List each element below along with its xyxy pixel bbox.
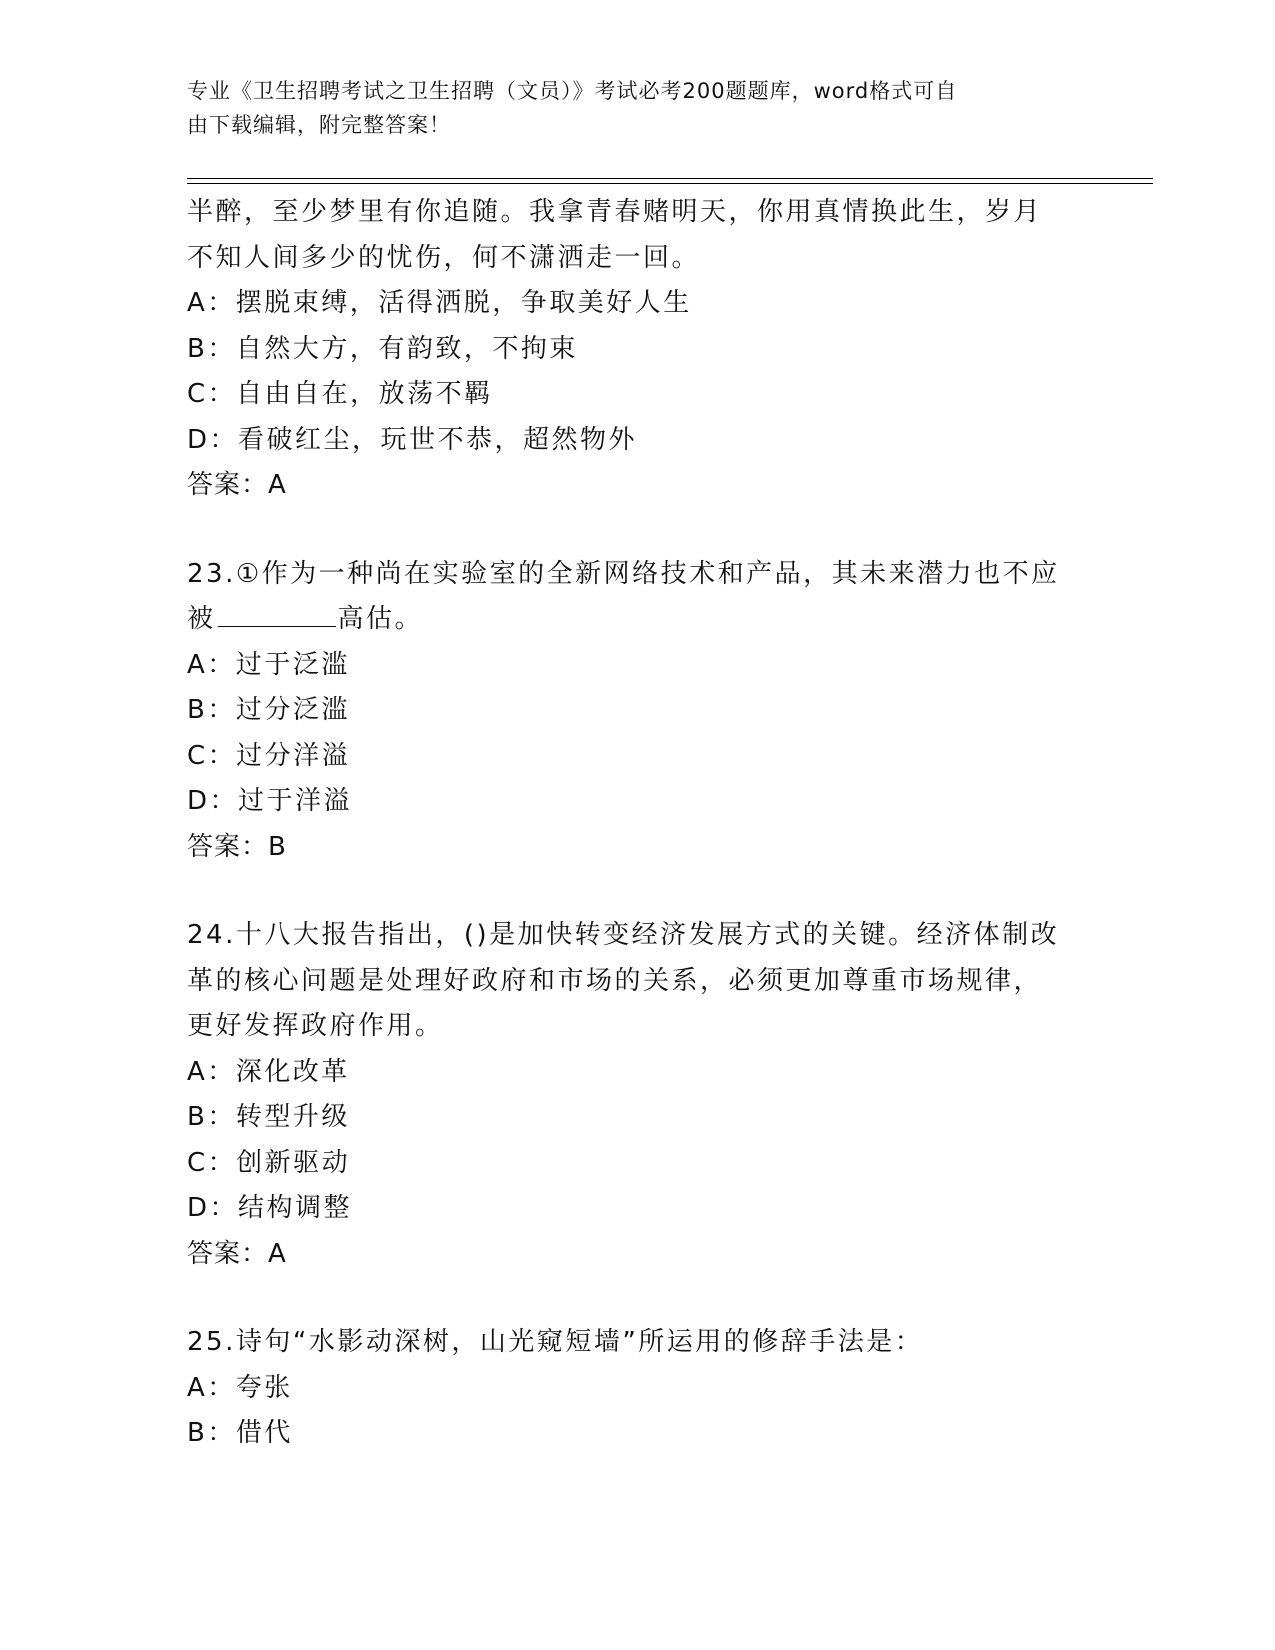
option-b: B：自然大方，有韵致，不拘束 [187, 333, 578, 364]
header-rule-bottom [187, 183, 1153, 184]
stem-text-before-blank: 被 [187, 604, 216, 634]
header-line-1: 专业《卫生招聘考试之卫生招聘（文员）》考试必考200题题库，word格式可自 [187, 79, 958, 103]
stem-text-after-blank: 高估。 [337, 604, 424, 634]
header-line-2: 由下载编辑，附完整答案！ [187, 113, 451, 137]
answer-line: 答案：A [187, 470, 287, 500]
question-stem-line: 25.诗句“水影动深树，山光窥短墙”所运用的修辞手法是： [187, 1327, 924, 1357]
option-a: A：夸张 [187, 1372, 293, 1403]
question-22 [187, 190, 1087, 509]
option-d: D：过于洋溢 [187, 786, 353, 816]
option-c: C：创新驱动 [187, 1147, 351, 1178]
answer-line: 答案：B [187, 831, 287, 862]
document-header [187, 74, 1067, 142]
question-gap [187, 509, 1087, 552]
question-stem-line: 革的核心问题是处理好政府和市场的关系，必须更加尊重市场规律， [187, 965, 1043, 996]
option-a: A：过于泛滥 [187, 649, 350, 680]
question-gap [187, 1277, 1087, 1320]
answer-line: 答案：A [187, 1238, 287, 1269]
option-b: B：转型升级 [187, 1102, 350, 1132]
header-rule-top [187, 178, 1153, 179]
question-gap [187, 870, 1087, 913]
option-a: A：深化改革 [187, 1056, 350, 1087]
option-b: B：借代 [187, 1418, 293, 1448]
option-c: C：自由自在，放荡不羁 [187, 379, 493, 409]
question-stem-line: 更好发挥政府作用。 [187, 1011, 444, 1041]
question-stem-line [187, 597, 1087, 643]
question-list [187, 190, 1087, 1457]
question-stem-line: 23.①作为一种尚在实验室的全新网络技术和产品，其未来潜力也不应 [187, 558, 1060, 589]
option-c: C：过分洋溢 [187, 740, 351, 771]
fill-in-blank [218, 604, 336, 627]
option-b: B：过分泛滥 [187, 695, 350, 725]
option-d: D：看破红尘，玩世不恭，超然物外 [187, 424, 638, 455]
option-d: D：结构调整 [187, 1193, 353, 1223]
question-stem-line: 半醉，至少梦里有你追随。我拿青春赌明天，你用真情换此生，岁月 [187, 197, 1043, 227]
question-25 [187, 1320, 1087, 1457]
question-23 [187, 552, 1087, 871]
question-stem-line: 不知人间多少的忧伤，何不潇洒走一回。 [187, 242, 701, 273]
option-a: A：摆脱束缚，活得洒脱，争取美好人生 [187, 288, 692, 318]
question-stem-line: 24.十八大报告指出，()是加快转变经济发展方式的关键。经济体制改 [187, 920, 1060, 950]
question-24 [187, 913, 1087, 1277]
